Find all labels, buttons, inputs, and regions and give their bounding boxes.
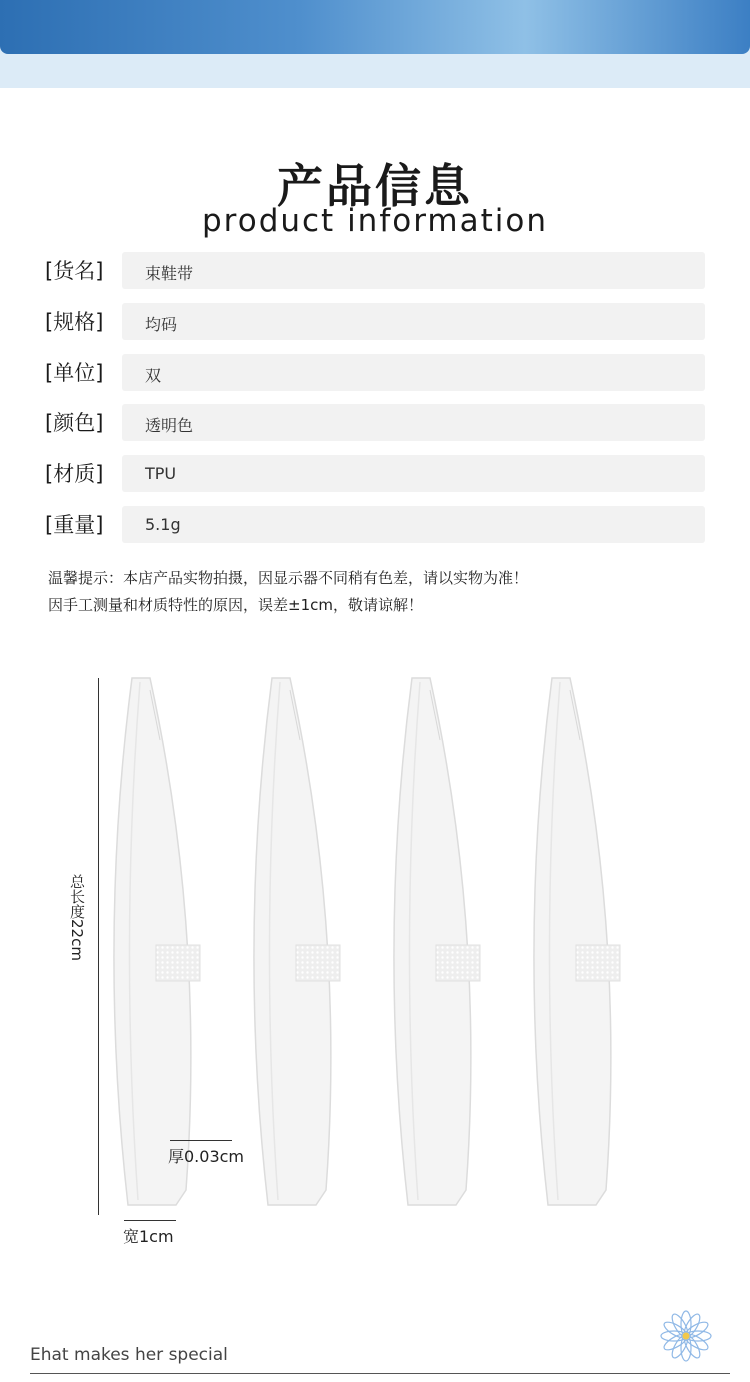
info-row-weight xyxy=(45,506,705,543)
strap-4 xyxy=(534,678,620,1205)
info-row-material xyxy=(45,455,705,492)
notice-line-2: 因手工测量和材质特性的原因，误差±1cm，敬请谅解！ xyxy=(48,596,423,614)
info-box xyxy=(122,252,705,289)
info-row-spec xyxy=(45,303,705,340)
info-box xyxy=(122,506,705,543)
strap-3 xyxy=(394,678,480,1205)
info-value: 束鞋带 xyxy=(145,264,194,283)
product-image xyxy=(0,660,750,1260)
info-label: [颜色] xyxy=(45,411,104,435)
info-box xyxy=(122,404,705,441)
footer-slogan: Ehat makes her special xyxy=(30,1345,228,1365)
info-row-unit xyxy=(45,354,705,391)
info-label: [规格] xyxy=(45,310,104,334)
info-label: [材质] xyxy=(45,462,104,486)
top-banner xyxy=(0,0,750,54)
info-value: TPU xyxy=(145,464,177,483)
notice-line-1: 温馨提示：本店产品实物拍摄，因显示器不同稍有色差，请以实物为准！ xyxy=(48,569,529,587)
info-value: 双 xyxy=(145,366,162,385)
section-title: 产品信息 xyxy=(277,159,473,213)
length-dimension-label: 总长度22cm xyxy=(68,874,86,961)
info-box xyxy=(122,303,705,340)
info-label: [重量] xyxy=(45,513,104,537)
thickness-dimension-line xyxy=(170,1140,232,1141)
info-label: [单位] xyxy=(45,361,104,385)
daisy-icon xyxy=(658,1308,714,1364)
thickness-dimension-label: 厚0.03cm xyxy=(168,1147,245,1166)
info-value: 均码 xyxy=(145,315,178,334)
strap-1 xyxy=(114,678,200,1205)
footer-divider xyxy=(30,1373,730,1374)
info-row-name xyxy=(45,252,705,289)
info-box xyxy=(122,455,705,492)
width-dimension-line xyxy=(124,1220,176,1221)
length-dimension-line xyxy=(98,678,99,1215)
info-label: [货名] xyxy=(45,259,104,283)
info-value: 5.1g xyxy=(145,515,181,534)
info-value: 透明色 xyxy=(145,416,194,435)
strap-2 xyxy=(254,678,340,1205)
info-box xyxy=(122,354,705,391)
width-dimension-label: 宽1cm xyxy=(123,1227,174,1246)
section-subtitle: product information xyxy=(201,203,548,239)
info-row-color xyxy=(45,404,705,441)
